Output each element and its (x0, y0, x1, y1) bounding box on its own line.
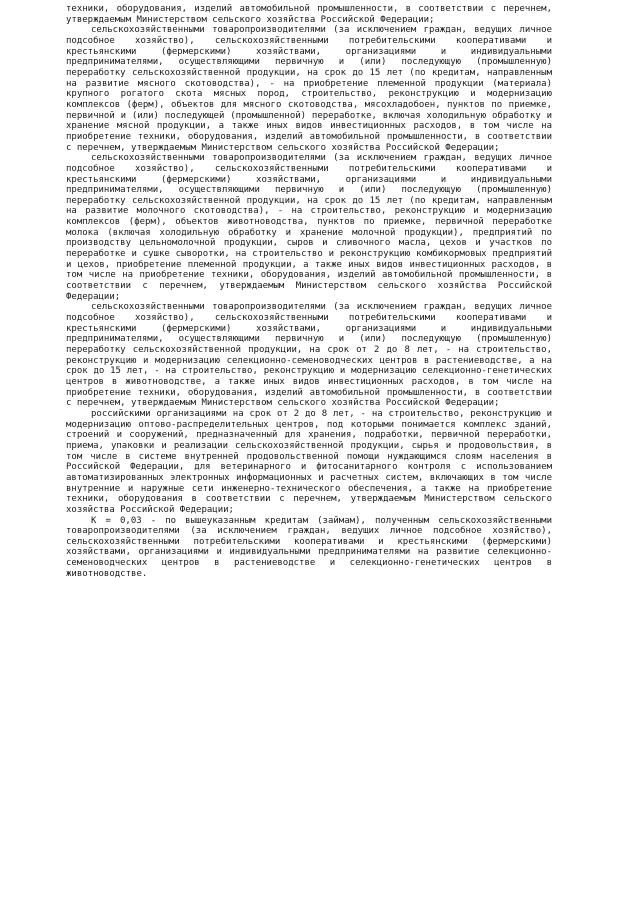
paragraph-6: К = 0,03 - по вышеуказанным кредитам (займам), полученным сельскохозяйственными товаропроизводителями (за исключением граждан, ведущих личное подсобное хозяйство), сельскохозяйственными потребительскими кооперативами и крестьянскими (фермерскими) хозяйствами, организациями и индивидуальными предпринимателями на развитие селекционно-семеноводческих центров в растениеводстве и селекционно-генетических центров в животноводстве. (66, 515, 552, 579)
paragraph-4: сельскохозяйственными товаропроизводителями (за исключением граждан, ведущих личное подсобное хозяйство), сельскохозяйственными потребительскими кооперативами и крестьянскими (фермерскими) хозяйствами, организациями и индивидуальными предпринимателями, осуществляющими первичную и (или) последующую (промышленную) переработку сельскохозяйственной продукции, на срок от 2 до 8 лет, - на строительство, реконструкцию и модернизацию селекционно-семеноводческих центров в растениеводстве, а на срок до 15 лет, - на строительство, реконструкцию и модернизацию селекционно-генетических центров в животноводстве, а также иных видов инвестиционных расходов, в том числе на приобретение техники, оборудования, изделий автомобильной промышленности, в соответствии с перечнем, утверждаемым Министерством сельского хозяйства Российской Федерации; (66, 302, 552, 409)
paragraph-1: техники, оборудования, изделий автомобильной промышленности, в соответствии с перечнем, утверждаемым Министерством сельского хозяйства Российской Федерации; (66, 4, 552, 25)
paragraph-3: сельскохозяйственными товаропроизводителями (за исключением граждан, ведущих личное подсобное хозяйство), сельскохозяйственными потребительскими кооперативами и крестьянскими (фермерскими) хозяйствами, организациями и индивидуальными предпринимателями, осуществляющими первичную и (или) последующую (промышленную) переработку сельскохозяйственной продукции, на срок до 15 лет (по кредитам, направленным на развитие молочного скотоводства), - на строительство, реконструкцию и модернизацию комплексов (ферм), объектов животноводства, пунктов по приемке, первичной переработке молока (включая холодильную обработку и хранение молочной продукции), предприятий по производству цельномолочной продукции, сыров и сливочного масла, цехов и участков по переработке и сушке сыворотки, на строительство и реконструкцию комбикормовых предприятий и цехов, приобретение племенной продукции, а также иных видов инвестиционных расходов, в том числе на приобретение техники, оборудования, изделий автомобильной промышленности, в соответствии с перечнем, утверждаемым Министерством сельского хозяйства Российской Федерации; (66, 153, 552, 302)
paragraph-5: российскими организациями на срок от 2 до 8 лет, - на строительство, реконструкцию и модернизацию оптово-распределительных центров, под которыми понимается комплекс зданий, строений и сооружений, предназначенный для хранения, подработки, первичной переработки, приема, упаковки и реализации сельскохозяйственной продукции, сырья и продовольствия, в том числе в системе внутренней продовольственной помощи нуждающимся слоям населения в Российской Федерации, для ветеринарного и фитосанитарного контроля с использованием автоматизированных электронных информационных и расчетных систем, включающих в том числе внутренние и наружные сети инженерно-технического обеспечения, а также на приобретение техники, оборудования в соответствии с перечнем, утверждаемым Министерством сельского хозяйства Российской Федерации; (66, 408, 552, 515)
paragraph-2: сельскохозяйственными товаропроизводителями (за исключением граждан, ведущих личное подсобное хозяйство), сельскохозяйственными потребительскими кооперативами и крестьянскими (фермерскими) хозяйствами, организациями и индивидуальными предпринимателями, осуществляющими первичную и (или) последующую (промышленную) переработку сельскохозяйственной продукции, на срок до 15 лет (по кредитам, направленным на развитие мясного скотоводства), - на приобретение племенной продукции (материала) крупного рогатого скота мясных пород, строительство, реконструкцию и модернизацию комплексов (ферм), объектов для мясного скотоводства, мясохладобоен, пунктов по приемке, первичной и (или) последующей (промышленной) переработке, включая холодильную обработку и хранение мясной продукции, а также иных видов инвестиционных расходов, в том числе на приобретение техники, оборудования, изделий автомобильной промышленности, в соответствии с перечнем, утверждаемым Министерством сельского хозяйства Российской Федерации; (66, 25, 552, 153)
